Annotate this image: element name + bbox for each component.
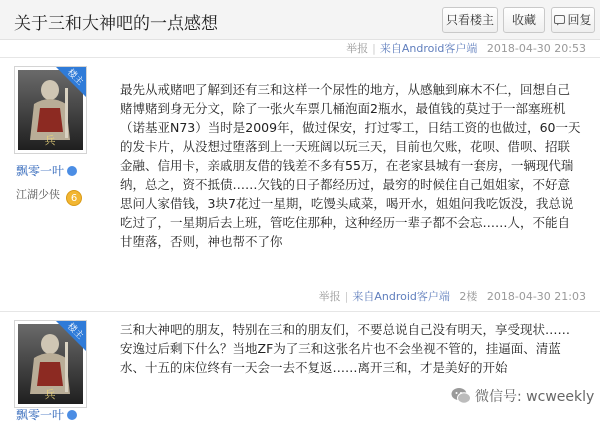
rank-title: 江湖少侠 [16,188,60,201]
user-rank [16,186,82,206]
post-source[interactable]: 来自Android客户端 [352,290,450,303]
reply-button[interactable] [551,7,595,33]
username-link[interactable] [16,406,77,421]
avatar[interactable] [14,66,87,154]
watermark-text: 微信号: wcweekly [475,389,595,405]
post-time: 2018-04-30 20:53 [486,42,586,55]
thread-header [0,0,600,40]
svg-text:兵: 兵 [44,134,56,147]
report-link[interactable]: 举报 [318,290,341,303]
wechat-watermark [451,386,594,406]
post-source[interactable]: 来自Android客户端 [379,42,478,55]
thread-title: 关于三和大神吧的一点感想 [14,14,218,34]
gender-icon [67,166,77,176]
reply-icon [554,15,565,26]
favorite-button[interactable]: 收藏 [503,7,545,33]
gender-icon [67,410,77,420]
report-link[interactable]: 举报 [346,42,369,55]
post-meta: 举报 | 来自Android客户端 2018-04-30 20:53 [346,42,586,55]
post-floor-2 [0,58,600,310]
svg-text:兵: 兵 [44,388,56,401]
only-op-button[interactable]: 只看楼主 [442,7,498,33]
op-badge: 楼主 [65,321,85,342]
post-meta: 举报 | 来自Android客户端 2楼 2018-04-30 21:03 [318,290,586,303]
avatar[interactable] [14,320,87,408]
post-time: 2018-04-30 21:03 [486,290,586,303]
level-badge: 6 [66,190,82,206]
wechat-icon [451,387,471,405]
post-content: 三和大神吧的朋友，特别在三和的朋友们，不要总说自己没有明天，享受现状……安逸过后剩下什么？当地ZF为了三和这张名片也不会坐视不管的，挂逼面、清蓝水、十五的床位终有一天会一去不复返……离开三和，才是美好的开始 [120,322,571,375]
username-link[interactable] [16,162,77,179]
reply-button-label: 回复 [567,13,592,27]
floor-number: 2楼 [459,290,478,303]
username: 飘零一叶 [16,408,65,421]
op-badge: 楼主 [65,67,85,88]
username: 飘零一叶 [16,164,65,178]
post-content: 最先从戒赌吧了解到还有三和这样一个尿性的地方，从感触到麻木不仁，回想自己赌博赌到身无分文，除了一张火车票几桶泡面2瓶水，最值钱的莫过于一部塞班机（诺基亚N73）当时是2009年，做过保安，打过零工，日结工资的也做过，60一天的发卡片，从没想过堕落到上一天班阔以玩三天，目前也欠账，花呗、借呗、招联金融、信用卡，亲戚朋友借的钱差不多有55万，在老家县城有一套房，一辆现代瑞纳，总之，资不抵债……欠钱的日子都经历过，最穷的时候住自己姐姐家，不好意思问人家借钱，3块7花过一星期，吃馒头咸菜，喝开水，姐姐问我吃饭没，我总说吃过了，一星期后去上班，管吃住那种，这种经历一辈子都不会忘……人，不能自甘堕落，否则，神也帮不了你 [120,82,581,249]
